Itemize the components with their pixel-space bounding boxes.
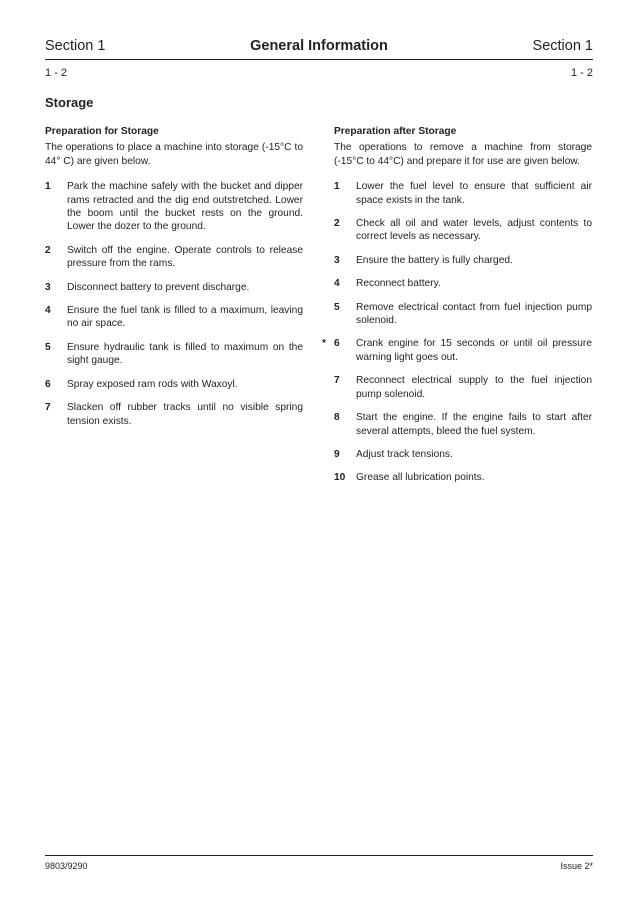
step-number: 5	[334, 301, 340, 313]
right-intro: The operations to remove a machine from storage (-15°C to 44°C) and prepare it for use are given below.	[334, 142, 592, 167]
step-text: Reconnect battery.	[356, 278, 441, 290]
step-text: Disconnect battery to prevent discharge.	[67, 281, 250, 293]
step-number: 4	[334, 278, 340, 290]
step-text: Check all oil and water levels, adjust contents to correct levels as necessary.	[356, 218, 592, 243]
header-section-right: Section 1	[532, 38, 593, 54]
step-number: 9	[334, 448, 340, 460]
step-number: 1	[45, 181, 51, 193]
left-step	[45, 281, 303, 294]
step-number: 3	[334, 254, 340, 266]
footer-doc-number: 9803/9290	[45, 861, 88, 871]
footer-issue: Issue 2*	[560, 861, 593, 871]
left-intro: The operations to place a machine into storage (-15°C to 44° C) are given below.	[45, 142, 303, 167]
step-text: Ensure the battery is fully charged.	[356, 254, 513, 266]
right-step	[334, 411, 592, 438]
right-steps-list	[322, 180, 592, 485]
step-text: Ensure the fuel tank is filled to a maximum, leaving no air space.	[67, 305, 303, 330]
step-number: 1	[334, 181, 340, 193]
step-number: 7	[334, 375, 340, 387]
left-column	[45, 125, 303, 438]
right-column	[322, 125, 592, 495]
step-text: Lower the fuel level to ensure that sufficient air space exists in the tank.	[356, 181, 592, 206]
left-steps-list	[45, 180, 303, 428]
step-text: Ensure hydraulic tank is filled to maximum on the sight gauge.	[67, 341, 303, 367]
header-title: General Information	[250, 38, 388, 54]
right-heading: Preparation after Storage	[334, 126, 457, 137]
step-number: 2	[334, 218, 340, 230]
left-step	[45, 304, 303, 331]
step-text: Spray exposed ram rods with Waxoyl.	[67, 378, 238, 390]
left-step	[45, 378, 303, 391]
step-text: Slacken off rubber tracks until no visible spring tension exists.	[67, 402, 303, 427]
left-heading: Preparation for Storage	[45, 126, 159, 137]
step-text: Park the machine safely with the bucket and dipper rams retracted and the dig end outstretched. Lower the boom until the bucket rests on the ground. Lower the dozer to the ground.	[67, 181, 303, 233]
step-number: 8	[334, 412, 340, 424]
right-step	[334, 301, 592, 328]
step-number: 2	[45, 244, 51, 256]
left-step	[45, 244, 303, 271]
right-step	[334, 374, 592, 401]
step-number: 6	[334, 338, 340, 350]
step-text: Switch off the engine. Operate controls to release pressure from the rams.	[67, 244, 303, 270]
left-step	[45, 180, 303, 234]
right-step	[334, 180, 592, 207]
header-rule	[45, 59, 593, 60]
right-step	[322, 337, 592, 364]
step-number: 10	[334, 472, 346, 484]
step-text: Grease all lubrication points.	[356, 472, 485, 484]
header-section-left: Section 1	[45, 38, 106, 54]
step-text: Remove electrical contact from fuel injection pump solenoid.	[356, 301, 592, 327]
revision-marker: *	[322, 338, 326, 350]
step-text: Start the engine. If the engine fails to start after several attempts, bleed the fuel system.	[356, 412, 592, 437]
step-number: 5	[45, 341, 51, 353]
page-number-right: 1 - 2	[570, 67, 593, 79]
step-number: 3	[45, 281, 51, 293]
section-title: Storage	[45, 95, 94, 110]
right-step	[334, 471, 592, 484]
left-step	[45, 341, 303, 368]
footer-rule	[45, 855, 593, 856]
step-text: Reconnect electrical supply to the fuel injection pump solenoid.	[356, 375, 592, 400]
left-step	[45, 401, 303, 428]
step-number: 7	[45, 402, 51, 414]
step-number: 6	[45, 378, 51, 390]
step-text: Adjust track tensions.	[356, 448, 453, 460]
step-number: 4	[45, 305, 51, 317]
right-step	[334, 277, 592, 290]
page-number-left: 1 - 2	[45, 67, 68, 79]
step-text: Crank engine for 15 seconds or until oil pressure warning light goes out.	[356, 338, 592, 363]
right-step	[334, 448, 592, 461]
right-step	[334, 254, 592, 267]
right-step	[334, 217, 592, 244]
